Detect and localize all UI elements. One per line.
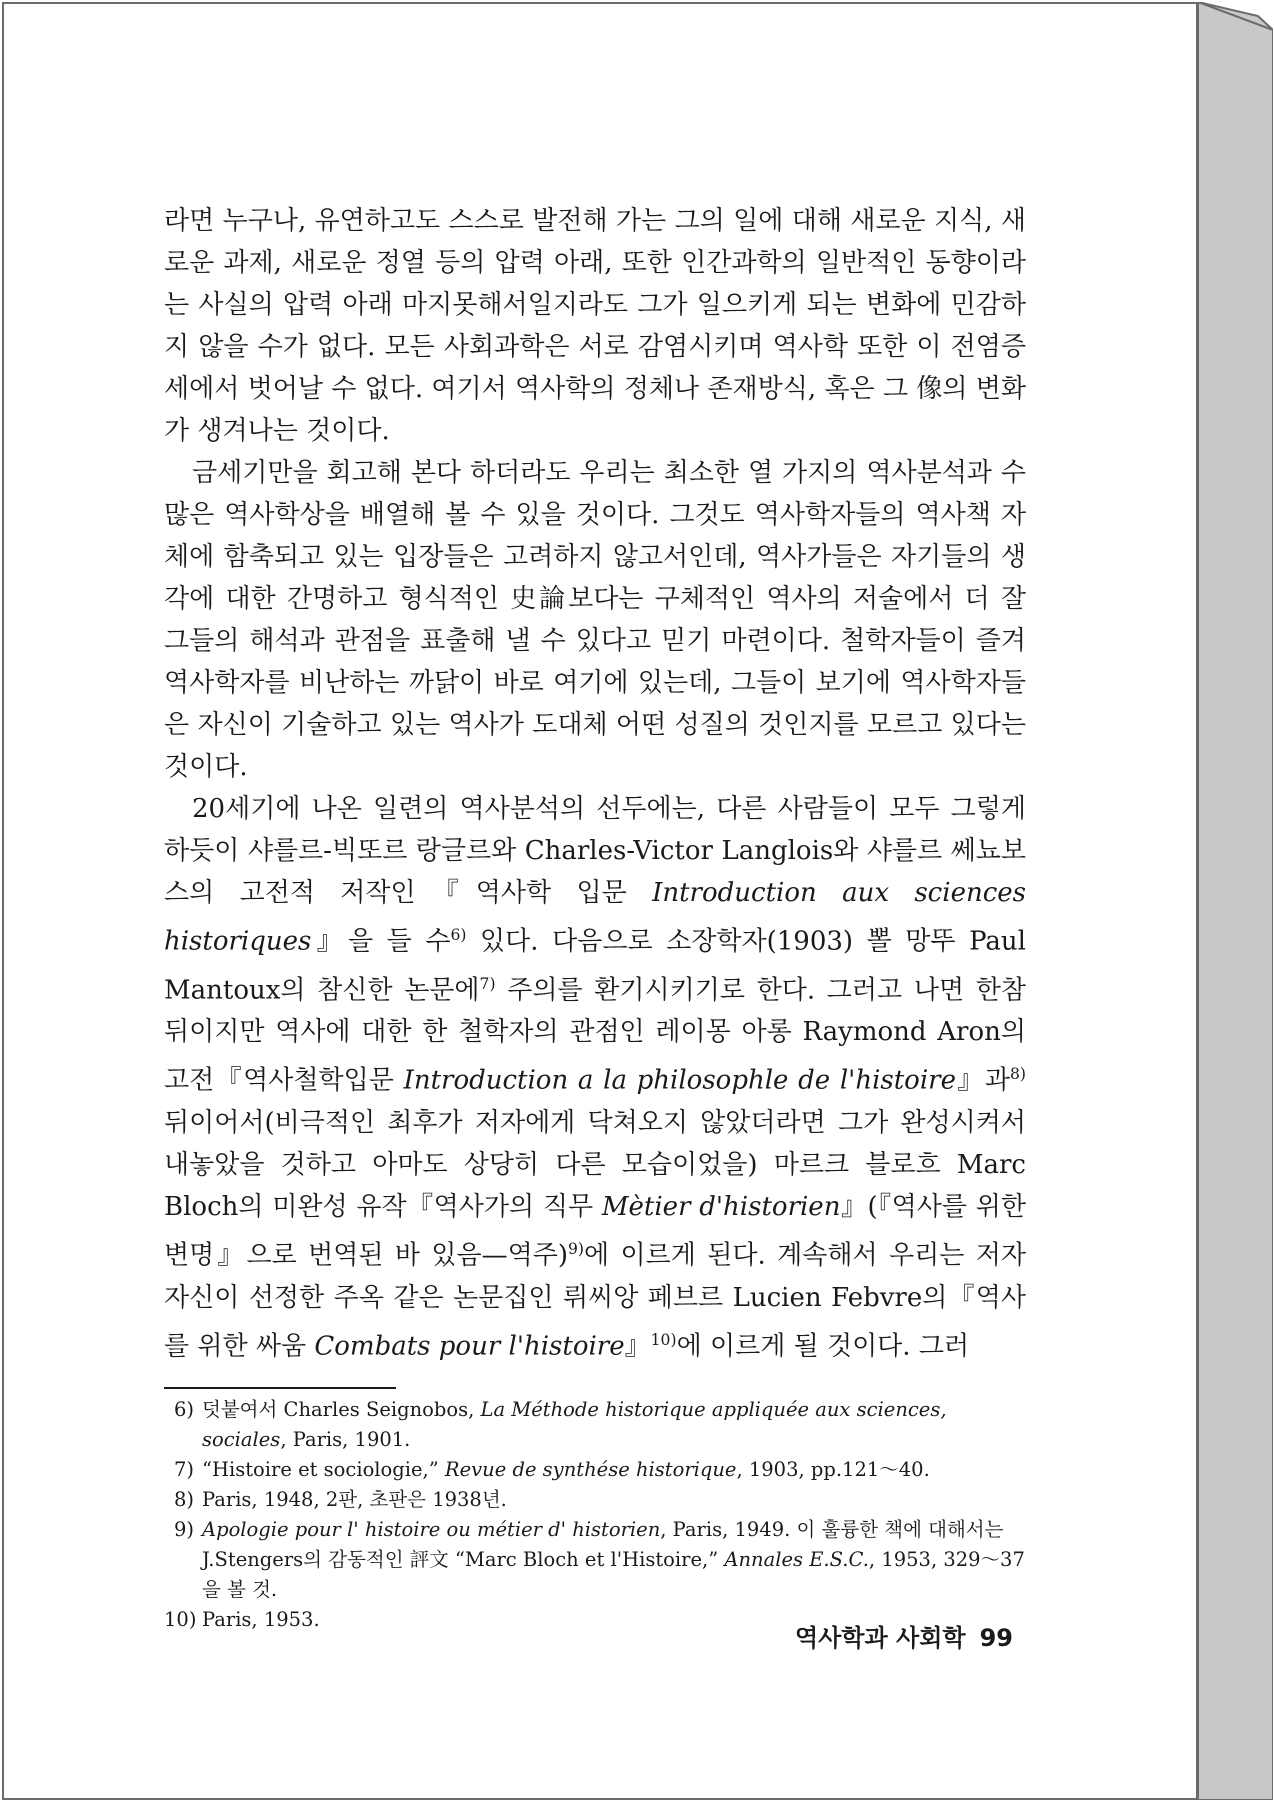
- paragraph: 금세기만을 회고해 본다 하더라도 우리는 최소한 열 가지의 역사분석과 수많은 역사학상을 배열해 볼 수 있을 것이다. 그것도 역사학자들의 역사책 자체에 함축되고 있는 입장들은 고려하지 않고서인데, 역사가들은 자기들의 생각에 대한 간명하고 형식적인 史論보다는 구체적인 역사의 저술에서 더 잘 그들의 해석과 관점을 표출해 낼 수 있다고 믿기 마련이다. 철학자들이 즐겨 역사학자를 비난하는 까닭이 바로 여기에 있는데, 그들이 보기에 역사학자들은 자신이 기술하고 있는 역사가 도대체 어떤 성질의 것인지를 모르고 있다는 것이다.: [164, 458, 1026, 782]
- footnote-text: [202, 1395, 1026, 1455]
- footnote: [164, 1395, 1026, 1455]
- italic-title: Combats pour l'histoire: [314, 1331, 625, 1362]
- body-text: [164, 200, 1026, 1367]
- text-run: , 1953, 329～37을 볼 것.: [202, 1548, 1025, 1602]
- text-run: 20세기에 나온 일련의 역사분석의 선두에는, 다른 사람들이 모두 그렇게 하듯이 샤를르-빅또르 랑글르와 Charles-Victor Langlois와 샤를르 쎄뇨보스의 고전적 저작인『역사학 입문: [164, 794, 1026, 908]
- page-folio: [795, 1618, 1013, 1653]
- footnote-text: [202, 1455, 1026, 1485]
- footnote: [164, 1485, 1026, 1515]
- footnote: [164, 1455, 1026, 1485]
- page-edge-3d: [1198, 2, 1273, 1800]
- italic-title: Annales E.S.C.: [724, 1548, 869, 1572]
- italic-title: Apologie pour l' histoire ou métier d' historien: [202, 1518, 661, 1542]
- text-run: 덧붙여서 Charles Seignobos,: [202, 1398, 481, 1422]
- text-run: 뒤이어서(비극적인 최후가 저자에게 닥쳐오지 않았더라면 그가 완성시켜서 내놓았을 것하고 아마도 상당히 다른 모습이었을) 마르크 블로흐 Marc Bloch의 미완성 유작『역사가의 직무: [164, 1107, 1026, 1222]
- text-run: , Paris, 1949. 이 훌륭한 책에 대해서는 J.Stengers의 감동적인 評文 “Marc Bloch et l'Histoire,”: [202, 1518, 1004, 1572]
- paragraph: [164, 788, 1026, 1367]
- text-run: , 1903, pp.121～40.: [736, 1458, 930, 1482]
- footnote: [164, 1515, 1026, 1605]
- footnote-ref: 8): [1009, 1065, 1026, 1084]
- footnote-rule: [164, 1387, 396, 1389]
- footnote-ref: 10): [650, 1330, 677, 1349]
- italic-title: Introduction a la philosophle de l'histoire: [403, 1065, 956, 1096]
- paragraph: 라면 누구나, 유연하고도 스스로 발전해 가는 그의 일에 대해 새로운 지식, 새로운 과제, 새로운 정열 등의 압력 아래, 또한 인간과학의 일반적인 동향이라는 사실의 압력 아래 마지못해서일지라도 그가 일으키게 되는 변화에 민감하지 않을 수가 없다. 모든 사회과학은 서로 감염시키며 역사학 또한 이 전염증세에서 벗어날 수 없다. 여기서 역사학의 정체나 존재방식, 혹은 그 像의 변화가 생겨나는 것이다.: [164, 206, 1026, 446]
- italic-title: Mètier d'historien: [601, 1191, 841, 1222]
- footnote-number: 8): [173, 1488, 194, 1512]
- footnote-ref: 9): [567, 1239, 584, 1258]
- page-number: 99: [979, 1624, 1013, 1652]
- footnote-number: 9): [173, 1518, 194, 1542]
- text-run: Paris, 1948, 2판, 초판은 1938년.: [202, 1488, 507, 1512]
- footnote-number: 10): [164, 1608, 197, 1632]
- footnote-number: 7): [173, 1458, 194, 1482]
- text-run: “Histoire et sociologie,”: [202, 1458, 445, 1482]
- text-run: 에 이르게 된다. 계속해서 우리는 저자 자신이 선정한 주옥 같은 논문집인 뤼씨앙 페브르 Lucien Febvre의『역사를 위한 싸움: [164, 1240, 1026, 1362]
- text-run: 에 이르게 될 것이다. 그러: [676, 1331, 970, 1362]
- footnotes: [164, 1395, 1026, 1635]
- text-run: 있다. 다음으로 소장학자(1903) 뽈 망뚜 Paul Mantoux의 참신한 논문에: [164, 926, 1026, 1006]
- text-run: , Paris, 1901.: [280, 1428, 411, 1452]
- footnote-text: [202, 1515, 1026, 1605]
- text-run: 』과: [955, 1065, 1010, 1096]
- footnote-text: [202, 1485, 1026, 1515]
- text-run: 』을 들 수: [311, 926, 451, 957]
- footnote-ref: 7): [479, 974, 496, 993]
- italic-title: Revue de synthése historique: [444, 1458, 737, 1482]
- text-run: 주의를 환기시키기로 한다. 그러고 나면 한참 뒤이지만 역사에 대한 한 철학자의 관점인 레이몽 아롱 Raymond Aron의 고전『역사철학입문: [164, 975, 1026, 1096]
- text-run: Paris, 1953.: [202, 1608, 320, 1632]
- running-title: 역사학과 사회학: [794, 1624, 966, 1652]
- italic-title: La Méthode historique appliquée aux sciences, sociales: [202, 1398, 947, 1452]
- text-run: 』: [624, 1331, 651, 1362]
- text-run: 』(『역사를 위한 변명』으로 번역된 바 있음—역주): [164, 1191, 1026, 1271]
- page-content: [164, 200, 1026, 1635]
- italic-title: Introduction aux sciences historiques: [164, 878, 1026, 957]
- footnote-number: 6): [173, 1398, 194, 1422]
- footnote-ref: 6): [450, 926, 467, 944]
